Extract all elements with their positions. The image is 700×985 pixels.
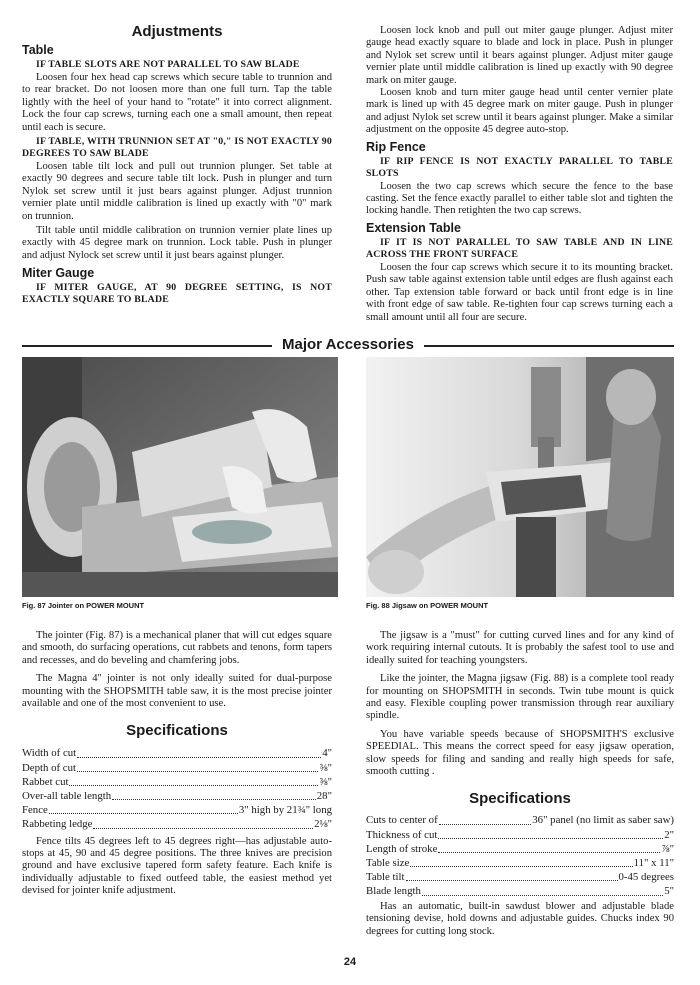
- jigsaw-spec-title: Specifications: [469, 790, 571, 808]
- table-caps-1: IF TABLE SLOTS ARE NOT PARALLEL TO SAW BLADE: [36, 59, 300, 70]
- leader-dots: [406, 880, 618, 881]
- spec-row: [366, 884, 674, 898]
- spec-value: 2⅛": [314, 818, 332, 831]
- miter-heading: Miter Gauge: [22, 266, 95, 281]
- spec-value: 4": [322, 747, 332, 760]
- spec-label: Cuts to center of: [366, 814, 438, 827]
- spec-value: ⅜": [319, 761, 332, 774]
- table-caps-2: IF TABLE, WITH TRUNNION SET AT "0," IS NOT EXACTLY 90 DEGREES TO SAW BLADE: [22, 136, 332, 160]
- spec-label: Length of stroke: [366, 842, 438, 855]
- spec-label: Over-all table length: [22, 790, 112, 803]
- jointer-spec-title: Specifications: [126, 722, 228, 740]
- spec-row: [22, 761, 332, 775]
- jigsaw-spec-list: [366, 813, 674, 898]
- accessories-title-wrap: [22, 336, 674, 353]
- miter-caps: IF MITER GAUGE, AT 90 DEGREE SETTING, IS NOT EXACTLY SQUARE TO BLADE: [22, 282, 332, 306]
- spec-row: [366, 856, 674, 870]
- table-paragraph-3: Tilt table until middle calibration on trunnion vernier plate lines up exactly with 45 degree mark on trunnion. Lock table. Push in plunger and adjust Nylock set screw until it just bears against plunger.: [22, 225, 332, 261]
- extension-table-caps: IF IT IS NOT PARALLEL TO SAW TABLE AND IN LINE ACROSS THE FRONT SURFACE: [366, 236, 673, 260]
- adjustments-right-column: [366, 25, 673, 324]
- jointer-paragraph-2: The Magna 4" jointer is not only ideally suited for dual-purpose mounting with the SHOPSMITH table saw, it is the most precise jointer available and one of the most convenient to use.: [22, 673, 332, 710]
- leader-dots: [93, 828, 313, 829]
- spec-value: 2": [664, 828, 674, 841]
- accessories-title: Major Accessories: [272, 336, 424, 353]
- leader-dots: [112, 799, 316, 800]
- spec-row: [366, 828, 674, 842]
- leader-dots: [69, 785, 318, 786]
- spec-row: [22, 746, 332, 760]
- miter-paragraph-1: Loosen lock knob and pull out miter gauge plunger. Adjust miter gauge head exactly square to blade and lock in place. Push in plunger and Nylok set screw until it bears against plunger. Adjust miter gauge vernier plate until middle calibration is lined up exactly with 90 degree mark on miter gauge.: [366, 25, 673, 86]
- extension-table-paragraph: Loosen the four cap screws which secure it to its mounting bracket. Push saw table against extension table until edges are flush against each other. Tap extension table forward or back until front edge is in line with front edge of saw table. Re-tighten four cap screws turning each a small amount until all four are secure.: [366, 261, 673, 323]
- spec-row: [22, 803, 332, 817]
- adjustments-left-column: [22, 23, 332, 307]
- table-paragraph-1: Loosen four hex head cap screws which secure table to trunnion and to rear bracket. Do not loosen more than one full turn. Tap the table lightly with the heel of your hand to "rotate" it into correct alignment. Lock the four cap screws, turning each one a small amount, then repeat until each is secure.: [22, 72, 332, 133]
- spec-row: [366, 813, 674, 827]
- spec-row: [22, 817, 332, 831]
- fig87-caption: Fig. 87 Jointer on POWER MOUNT: [22, 601, 145, 610]
- spec-value: 11" x 11": [633, 857, 674, 870]
- spec-row: [366, 842, 674, 856]
- spec-label: Table size: [366, 857, 410, 870]
- jointer-column: [22, 630, 332, 898]
- rip-fence-paragraph: Loosen the two cap screws which secure the fence to the base casting. Set the fence exactly parallel to either table slot and tighten the locking handle. Then retighten the two cap screws.: [366, 180, 673, 217]
- miter-paragraph-2: Loosen knob and turn miter gauge head until center vernier plate mark is lined up with 45 degree mark on miter gauge. Push in plunger and adjust Nylok set screw until it bears against plunger. Make a similar adjustment on the opposite 45 degree auto-stop.: [366, 87, 673, 136]
- spec-label: Rabbet cut: [22, 775, 69, 788]
- leader-dots: [422, 895, 663, 896]
- leader-dots: [77, 771, 319, 772]
- jigsaw-paragraph-4: Has an automatic, built-in sawdust blower and adjustable blade tensioning devise, hold downs and adjustable guides. Chucks index 90 degrees for cutting long stock.: [366, 900, 674, 937]
- spec-label: Fence: [22, 804, 48, 817]
- jigsaw-photo: [366, 357, 674, 597]
- spec-value: 5": [664, 885, 674, 898]
- jigsaw-paragraph-1: The jigsaw is a "must" for cutting curved lines and for any kind of work requiring internal cutouts. It is probably the safest tool to use and ideally suited for teaching youngsters.: [366, 630, 674, 666]
- jointer-photo: [22, 357, 338, 597]
- spec-label: Blade length: [366, 885, 421, 898]
- extension-table-heading: Extension Table: [366, 220, 461, 235]
- spec-value: 3" high by 21¾" long: [238, 804, 332, 817]
- page-number: 24: [343, 956, 357, 968]
- jointer-spec-list: [22, 746, 332, 831]
- leader-dots: [77, 757, 321, 758]
- spec-row: [22, 775, 332, 789]
- jointer-illustration: [22, 357, 338, 597]
- leader-dots: [49, 813, 238, 814]
- spec-label: Thickness of cut: [366, 828, 438, 841]
- spec-row: [22, 789, 332, 803]
- spec-value: 0-45 degrees: [618, 871, 674, 884]
- spec-row: [366, 870, 674, 884]
- jigsaw-paragraph-3: You have variable speeds because of SHOPSMITH'S exclusive SPEEDIAL. This means the correct speed for easy jigsaw operation, slow speeds for filing and sanding and really high speeds for safe, smooth cutting .: [366, 728, 674, 778]
- leader-dots: [438, 852, 660, 853]
- fig88-caption: Fig. 88 Jigsaw on POWER MOUNT: [366, 601, 489, 610]
- leader-dots: [439, 824, 532, 825]
- spec-label: Table tilt: [366, 871, 405, 884]
- rip-fence-caps: IF RIP FENCE IS NOT EXACTLY PARALLEL TO TABLE SLOTS: [366, 155, 673, 179]
- spec-value: ⅜": [319, 775, 332, 788]
- table-paragraph-2: Loosen table tilt lock and pull out trunnion plunger. Set table at exactly 90 degrees and secure table tilt lock. Push in plunger and turn Nylok set screw until it just bears against plunger. Adjust trunnion vernier plate until middle calibration is lined up exactly with "0" mark on trunnion.: [22, 161, 332, 222]
- spec-label: Depth of cut: [22, 761, 76, 774]
- leader-dots: [410, 866, 632, 867]
- leader-dots: [438, 838, 663, 839]
- rip-fence-heading: Rip Fence: [366, 139, 426, 154]
- table-heading: Table: [22, 43, 54, 57]
- jigsaw-illustration: [366, 357, 674, 597]
- spec-value: 28": [316, 790, 332, 803]
- spec-label: Width of cut: [22, 747, 77, 760]
- adjustments-title: Adjustments: [131, 23, 223, 40]
- jointer-paragraph-1: The jointer (Fig. 87) is a mechanical planer that will cut edges square and smooth, do surfacing operations, cut rabbets and tenons, form tapers and recesses, and do beveling and chamfering jobs.: [22, 630, 332, 666]
- jointer-paragraph-3: Fence tilts 45 degrees left to 45 degrees right—has adjustable auto-stops at 45, 90 and 45 degree positions. The three knives are precision ground and have exclusive tapered form safety feature. Each knife is individually adjustable to fixed outfeed table, the easiest method yet devised for jointer knife adjustment.: [22, 835, 332, 897]
- spec-value: 36" panel (no limit as saber saw): [532, 814, 674, 827]
- jigsaw-paragraph-2: Like the jointer, the Magna jigsaw (Fig. 88) is a complete tool ready for mounting on SHOPSMITH in seconds. Twin tube mount is quick and easy. Flexible coupling power transmission through rear auxiliary spindle.: [366, 673, 674, 722]
- spec-label: Rabbeting ledge: [22, 818, 93, 831]
- spec-value: ⅞": [661, 842, 674, 855]
- jigsaw-column: [366, 630, 674, 938]
